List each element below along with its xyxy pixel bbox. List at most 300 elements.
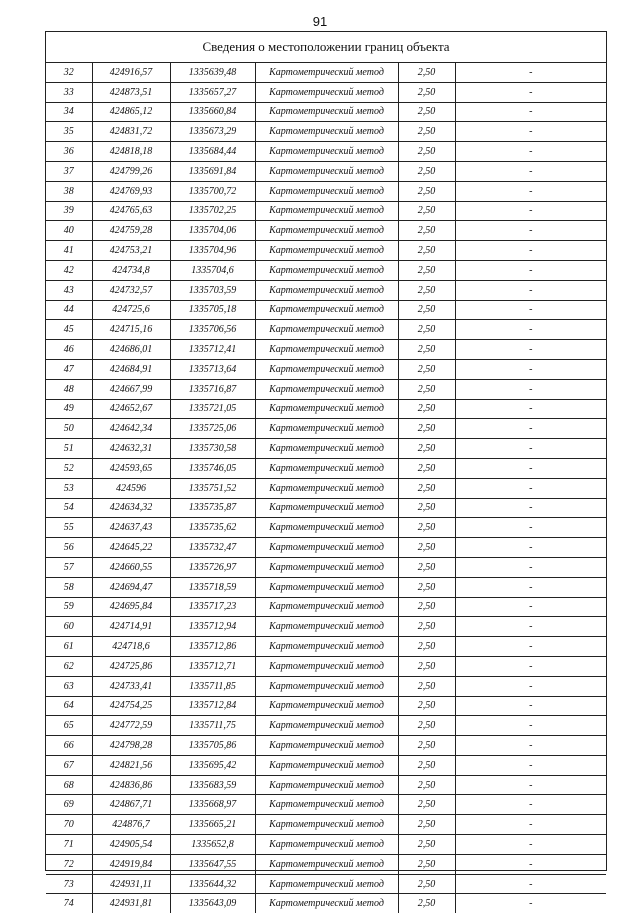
description-cell: - — [455, 538, 606, 558]
x-coordinate-cell: 424694,47 — [92, 577, 170, 597]
y-coordinate-cell: 1335712,94 — [170, 617, 255, 637]
point-number-cell: 52 — [46, 458, 92, 478]
method-cell: Картометрический метод — [255, 419, 398, 439]
table-row — [46, 854, 606, 874]
y-coordinate-cell: 1335732,47 — [170, 538, 255, 558]
x-coordinate-cell: 424732,57 — [92, 280, 170, 300]
x-coordinate-cell: 424931,81 — [92, 894, 170, 913]
y-coordinate-cell: 1335668,97 — [170, 795, 255, 815]
y-coordinate-cell: 1335673,29 — [170, 122, 255, 142]
accuracy-cell: 2,50 — [398, 835, 455, 855]
table-row — [46, 201, 606, 221]
point-number-cell: 41 — [46, 241, 92, 261]
accuracy-cell: 2,50 — [398, 716, 455, 736]
accuracy-cell: 2,50 — [398, 82, 455, 102]
description-cell: - — [455, 815, 606, 835]
point-number-cell: 70 — [46, 815, 92, 835]
accuracy-cell: 2,50 — [398, 696, 455, 716]
description-cell: - — [455, 696, 606, 716]
table-row — [46, 617, 606, 637]
description-cell: - — [455, 736, 606, 756]
x-coordinate-cell: 424754,25 — [92, 696, 170, 716]
point-number-cell: 72 — [46, 854, 92, 874]
y-coordinate-cell: 1335703,59 — [170, 280, 255, 300]
y-coordinate-cell: 1335735,62 — [170, 518, 255, 538]
table-row — [46, 63, 606, 82]
x-coordinate-cell: 424684,91 — [92, 359, 170, 379]
table-row — [46, 518, 606, 538]
method-cell: Картометрический метод — [255, 379, 398, 399]
method-cell: Картометрический метод — [255, 340, 398, 360]
point-number-cell: 34 — [46, 102, 92, 122]
method-cell: Картометрический метод — [255, 676, 398, 696]
method-cell: Картометрический метод — [255, 63, 398, 82]
point-number-cell: 69 — [46, 795, 92, 815]
accuracy-cell: 2,50 — [398, 340, 455, 360]
y-coordinate-cell: 1335652,8 — [170, 835, 255, 855]
method-cell: Картометрический метод — [255, 755, 398, 775]
point-number-cell: 51 — [46, 439, 92, 459]
table-row — [46, 597, 606, 617]
accuracy-cell: 2,50 — [398, 399, 455, 419]
method-cell: Картометрический метод — [255, 142, 398, 162]
x-coordinate-cell: 424876,7 — [92, 815, 170, 835]
y-coordinate-cell: 1335735,87 — [170, 498, 255, 518]
table-row — [46, 241, 606, 261]
method-cell: Картометрический метод — [255, 181, 398, 201]
description-cell: - — [455, 63, 606, 82]
table-row — [46, 439, 606, 459]
accuracy-cell: 2,50 — [398, 379, 455, 399]
y-coordinate-cell: 1335751,52 — [170, 478, 255, 498]
y-coordinate-cell: 1335700,72 — [170, 181, 255, 201]
table-row — [46, 399, 606, 419]
y-coordinate-cell: 1335705,86 — [170, 736, 255, 756]
point-number-cell: 63 — [46, 676, 92, 696]
method-cell: Картометрический метод — [255, 161, 398, 181]
description-cell: - — [455, 260, 606, 280]
y-coordinate-cell: 1335644,32 — [170, 874, 255, 894]
method-cell: Картометрический метод — [255, 894, 398, 913]
description-cell: - — [455, 755, 606, 775]
y-coordinate-cell: 1335684,44 — [170, 142, 255, 162]
description-cell: - — [455, 518, 606, 538]
x-coordinate-cell: 424725,6 — [92, 300, 170, 320]
table-row — [46, 656, 606, 676]
point-number-cell: 62 — [46, 656, 92, 676]
table-row — [46, 478, 606, 498]
description-cell: - — [455, 874, 606, 894]
table-row — [46, 221, 606, 241]
table-row — [46, 637, 606, 657]
x-coordinate-cell: 424733,41 — [92, 676, 170, 696]
y-coordinate-cell: 1335702,25 — [170, 201, 255, 221]
method-cell: Картометрический метод — [255, 716, 398, 736]
x-coordinate-cell: 424831,72 — [92, 122, 170, 142]
accuracy-cell: 2,50 — [398, 359, 455, 379]
y-coordinate-cell: 1335730,58 — [170, 439, 255, 459]
table-row — [46, 102, 606, 122]
x-coordinate-cell: 424714,91 — [92, 617, 170, 637]
accuracy-cell: 2,50 — [398, 419, 455, 439]
boundary-coordinates-sheet — [45, 31, 607, 910]
description-cell: - — [455, 637, 606, 657]
table-row — [46, 122, 606, 142]
table-row — [46, 359, 606, 379]
table-row — [46, 557, 606, 577]
point-number-cell: 49 — [46, 399, 92, 419]
x-coordinate-cell: 424772,59 — [92, 716, 170, 736]
x-coordinate-cell: 424769,93 — [92, 181, 170, 201]
accuracy-cell: 2,50 — [398, 795, 455, 815]
y-coordinate-cell: 1335711,75 — [170, 716, 255, 736]
description-cell: - — [455, 122, 606, 142]
accuracy-cell: 2,50 — [398, 181, 455, 201]
x-coordinate-cell: 424765,63 — [92, 201, 170, 221]
point-number-cell: 68 — [46, 775, 92, 795]
table-row — [46, 458, 606, 478]
y-coordinate-cell: 1335706,56 — [170, 320, 255, 340]
x-coordinate-cell: 424645,22 — [92, 538, 170, 558]
table-row — [46, 161, 606, 181]
method-cell: Картометрический метод — [255, 102, 398, 122]
table-row — [46, 696, 606, 716]
point-number-cell: 37 — [46, 161, 92, 181]
accuracy-cell: 2,50 — [398, 736, 455, 756]
x-coordinate-cell: 424652,67 — [92, 399, 170, 419]
method-cell: Картометрический метод — [255, 122, 398, 142]
accuracy-cell: 2,50 — [398, 122, 455, 142]
table-row — [46, 736, 606, 756]
accuracy-cell: 2,50 — [398, 201, 455, 221]
method-cell: Картометрический метод — [255, 399, 398, 419]
table-row — [46, 340, 606, 360]
description-cell: - — [455, 142, 606, 162]
description-cell: - — [455, 458, 606, 478]
description-cell: - — [455, 439, 606, 459]
description-cell: - — [455, 854, 606, 874]
description-cell: - — [455, 656, 606, 676]
description-cell: - — [455, 300, 606, 320]
method-cell: Картометрический метод — [255, 359, 398, 379]
y-coordinate-cell: 1335726,97 — [170, 557, 255, 577]
y-coordinate-cell: 1335647,55 — [170, 854, 255, 874]
description-cell: - — [455, 795, 606, 815]
y-coordinate-cell: 1335718,59 — [170, 577, 255, 597]
y-coordinate-cell: 1335721,05 — [170, 399, 255, 419]
point-number-cell: 45 — [46, 320, 92, 340]
accuracy-cell: 2,50 — [398, 874, 455, 894]
method-cell: Картометрический метод — [255, 260, 398, 280]
method-cell: Картометрический метод — [255, 835, 398, 855]
y-coordinate-cell: 1335712,71 — [170, 656, 255, 676]
accuracy-cell: 2,50 — [398, 597, 455, 617]
x-coordinate-cell: 424799,26 — [92, 161, 170, 181]
method-cell: Картометрический метод — [255, 854, 398, 874]
point-number-cell: 59 — [46, 597, 92, 617]
method-cell: Картометрический метод — [255, 696, 398, 716]
description-cell: - — [455, 320, 606, 340]
point-number-cell: 57 — [46, 557, 92, 577]
method-cell: Картометрический метод — [255, 201, 398, 221]
description-cell: - — [455, 557, 606, 577]
description-cell: - — [455, 161, 606, 181]
point-number-cell: 42 — [46, 260, 92, 280]
method-cell: Картометрический метод — [255, 557, 398, 577]
x-coordinate-cell: 424660,55 — [92, 557, 170, 577]
method-cell: Картометрический метод — [255, 458, 398, 478]
accuracy-cell: 2,50 — [398, 63, 455, 82]
y-coordinate-cell: 1335704,96 — [170, 241, 255, 261]
y-coordinate-cell: 1335704,6 — [170, 260, 255, 280]
x-coordinate-cell: 424821,56 — [92, 755, 170, 775]
accuracy-cell: 2,50 — [398, 676, 455, 696]
table-row — [46, 835, 606, 855]
method-cell: Картометрический метод — [255, 775, 398, 795]
y-coordinate-cell: 1335716,87 — [170, 379, 255, 399]
y-coordinate-cell: 1335712,84 — [170, 696, 255, 716]
method-cell: Картометрический метод — [255, 874, 398, 894]
point-number-cell: 61 — [46, 637, 92, 657]
description-cell: - — [455, 221, 606, 241]
method-cell: Картометрический метод — [255, 221, 398, 241]
method-cell: Картометрический метод — [255, 300, 398, 320]
accuracy-cell: 2,50 — [398, 161, 455, 181]
description-cell: - — [455, 835, 606, 855]
description-cell: - — [455, 716, 606, 736]
accuracy-cell: 2,50 — [398, 300, 455, 320]
point-number-cell: 67 — [46, 755, 92, 775]
table-row — [46, 142, 606, 162]
x-coordinate-cell: 424916,57 — [92, 63, 170, 82]
method-cell: Картометрический метод — [255, 815, 398, 835]
accuracy-cell: 2,50 — [398, 894, 455, 913]
point-number-cell: 43 — [46, 280, 92, 300]
table-row — [46, 320, 606, 340]
description-cell: - — [529, 898, 533, 910]
accuracy-cell: 2,50 — [398, 280, 455, 300]
accuracy-cell: 2,50 — [398, 577, 455, 597]
x-coordinate-cell: 424818,18 — [92, 142, 170, 162]
table-row — [46, 379, 606, 399]
y-coordinate-cell: 1335639,48 — [170, 63, 255, 82]
accuracy-cell: 2,50 — [398, 102, 455, 122]
accuracy-cell: 2,50 — [398, 854, 455, 874]
description-cell: - — [455, 201, 606, 221]
table-row — [46, 775, 606, 795]
point-number-cell: 38 — [46, 181, 92, 201]
description-cell: - — [455, 82, 606, 102]
description-cell: - — [455, 359, 606, 379]
y-coordinate-cell: 1335712,41 — [170, 340, 255, 360]
point-number-cell: 48 — [46, 379, 92, 399]
description-cell: - — [455, 617, 606, 637]
table-row — [46, 260, 606, 280]
x-coordinate-cell: 424865,12 — [92, 102, 170, 122]
point-number-cell: 71 — [46, 835, 92, 855]
y-coordinate-cell: 1335660,84 — [170, 102, 255, 122]
table-row — [46, 874, 606, 894]
x-coordinate-cell: 424637,43 — [92, 518, 170, 538]
method-cell: Картометрический метод — [255, 518, 398, 538]
coordinates-table — [46, 63, 606, 913]
method-cell: Картометрический метод — [255, 498, 398, 518]
y-coordinate-cell: 1335643,09 — [170, 894, 255, 913]
table-row — [46, 538, 606, 558]
description-cell: - — [455, 498, 606, 518]
point-number-cell: 33 — [46, 82, 92, 102]
method-cell: Картометрический метод — [255, 320, 398, 340]
accuracy-cell: 2,50 — [398, 815, 455, 835]
x-coordinate-cell: 424931,11 — [92, 874, 170, 894]
point-number-cell: 56 — [46, 538, 92, 558]
description-cell: - — [455, 597, 606, 617]
point-number-cell: 39 — [46, 201, 92, 221]
accuracy-cell: 2,50 — [398, 617, 455, 637]
description-cell: - — [455, 419, 606, 439]
x-coordinate-cell: 424919,84 — [92, 854, 170, 874]
table-row — [46, 676, 606, 696]
method-cell: Картометрический метод — [255, 82, 398, 102]
y-coordinate-cell: 1335657,27 — [170, 82, 255, 102]
table-title: Сведения о местоположении границ объекта — [46, 32, 606, 63]
point-number-cell: 54 — [46, 498, 92, 518]
x-coordinate-cell: 424596 — [92, 478, 170, 498]
method-cell: Картометрический метод — [255, 577, 398, 597]
x-coordinate-cell: 424873,51 — [92, 82, 170, 102]
accuracy-cell: 2,50 — [398, 775, 455, 795]
description-cell: - — [455, 577, 606, 597]
x-coordinate-cell: 424634,32 — [92, 498, 170, 518]
accuracy-cell: 2,50 — [398, 557, 455, 577]
method-cell: Картометрический метод — [255, 241, 398, 261]
x-coordinate-cell: 424632,31 — [92, 439, 170, 459]
y-coordinate-cell: 1335705,18 — [170, 300, 255, 320]
table-row — [46, 755, 606, 775]
point-number-cell: 40 — [46, 221, 92, 241]
description-cell: - — [455, 399, 606, 419]
description-cell: - — [455, 181, 606, 201]
y-coordinate-cell: 1335691,84 — [170, 161, 255, 181]
method-cell: Картометрический метод — [255, 637, 398, 657]
x-coordinate-cell: 424798,28 — [92, 736, 170, 756]
description-cell: - — [455, 241, 606, 261]
table-row — [46, 280, 606, 300]
y-coordinate-cell: 1335713,64 — [170, 359, 255, 379]
accuracy-cell: 2,50 — [398, 458, 455, 478]
method-cell: Картометрический метод — [255, 736, 398, 756]
x-coordinate-cell: 424695,84 — [92, 597, 170, 617]
y-coordinate-cell: 1335725,06 — [170, 419, 255, 439]
x-coordinate-cell: 424905,54 — [92, 835, 170, 855]
y-coordinate-cell: 1335712,86 — [170, 637, 255, 657]
y-coordinate-cell: 1335695,42 — [170, 755, 255, 775]
point-number-cell: 32 — [46, 63, 92, 82]
y-coordinate-cell: 1335704,06 — [170, 221, 255, 241]
point-number-cell: 44 — [46, 300, 92, 320]
page-number: 91 — [312, 14, 328, 29]
point-number-cell: 65 — [46, 716, 92, 736]
description-cell: - — [455, 676, 606, 696]
x-coordinate-cell: 424836,86 — [92, 775, 170, 795]
point-number-cell: 36 — [46, 142, 92, 162]
y-coordinate-cell: 1335665,21 — [170, 815, 255, 835]
table-row — [46, 716, 606, 736]
y-coordinate-cell: 1335746,05 — [170, 458, 255, 478]
x-coordinate-cell: 424867,71 — [92, 795, 170, 815]
method-cell: Картометрический метод — [255, 280, 398, 300]
description-cell: - — [455, 379, 606, 399]
accuracy-cell: 2,50 — [398, 498, 455, 518]
table-row — [46, 815, 606, 835]
y-coordinate-cell: 1335717,23 — [170, 597, 255, 617]
x-coordinate-cell: 424734,8 — [92, 260, 170, 280]
table-row — [46, 894, 606, 913]
x-coordinate-cell: 424667,99 — [92, 379, 170, 399]
table-row — [46, 795, 606, 815]
accuracy-cell: 2,50 — [398, 656, 455, 676]
point-number-cell: 64 — [46, 696, 92, 716]
point-number-cell: 74 — [46, 894, 92, 913]
point-number-cell: 55 — [46, 518, 92, 538]
method-cell: Картометрический метод — [255, 656, 398, 676]
accuracy-cell: 2,50 — [398, 221, 455, 241]
accuracy-cell: 2,50 — [398, 320, 455, 340]
accuracy-cell: 2,50 — [398, 538, 455, 558]
description-cell: - — [455, 102, 606, 122]
x-coordinate-cell: 424759,28 — [92, 221, 170, 241]
x-coordinate-cell: 424753,21 — [92, 241, 170, 261]
table-row — [46, 419, 606, 439]
accuracy-cell: 2,50 — [398, 637, 455, 657]
point-number-cell: 47 — [46, 359, 92, 379]
point-number-cell: 58 — [46, 577, 92, 597]
accuracy-cell: 2,50 — [398, 478, 455, 498]
description-cell: - — [455, 478, 606, 498]
point-number-cell: 60 — [46, 617, 92, 637]
table-row — [46, 577, 606, 597]
accuracy-cell: 2,50 — [398, 142, 455, 162]
method-cell: Картометрический метод — [255, 597, 398, 617]
accuracy-cell: 2,50 — [398, 439, 455, 459]
point-number-cell: 53 — [46, 478, 92, 498]
accuracy-cell: 2,50 — [398, 241, 455, 261]
x-coordinate-cell: 424718,6 — [92, 637, 170, 657]
x-coordinate-cell: 424686,01 — [92, 340, 170, 360]
table-row — [46, 300, 606, 320]
x-coordinate-cell: 424725,86 — [92, 656, 170, 676]
x-coordinate-cell: 424715,16 — [92, 320, 170, 340]
accuracy-cell: 2,50 — [398, 755, 455, 775]
description-cell: - — [455, 340, 606, 360]
method-cell: Картометрический метод — [255, 538, 398, 558]
accuracy-cell: 2,50 — [398, 518, 455, 538]
x-coordinate-cell: 424593,65 — [92, 458, 170, 478]
point-number-cell: 46 — [46, 340, 92, 360]
x-coordinate-cell: 424642,34 — [92, 419, 170, 439]
method-cell: Картометрический метод — [255, 439, 398, 459]
table-row — [46, 181, 606, 201]
description-cell: - — [455, 775, 606, 795]
description-cell: - — [455, 280, 606, 300]
method-cell: Картометрический метод — [255, 617, 398, 637]
table-row — [46, 498, 606, 518]
accuracy-cell: 2,50 — [398, 260, 455, 280]
method-cell: Картометрический метод — [255, 478, 398, 498]
y-coordinate-cell: 1335711,85 — [170, 676, 255, 696]
coordinates-table-body — [46, 63, 606, 913]
method-cell: Картометрический метод — [255, 795, 398, 815]
